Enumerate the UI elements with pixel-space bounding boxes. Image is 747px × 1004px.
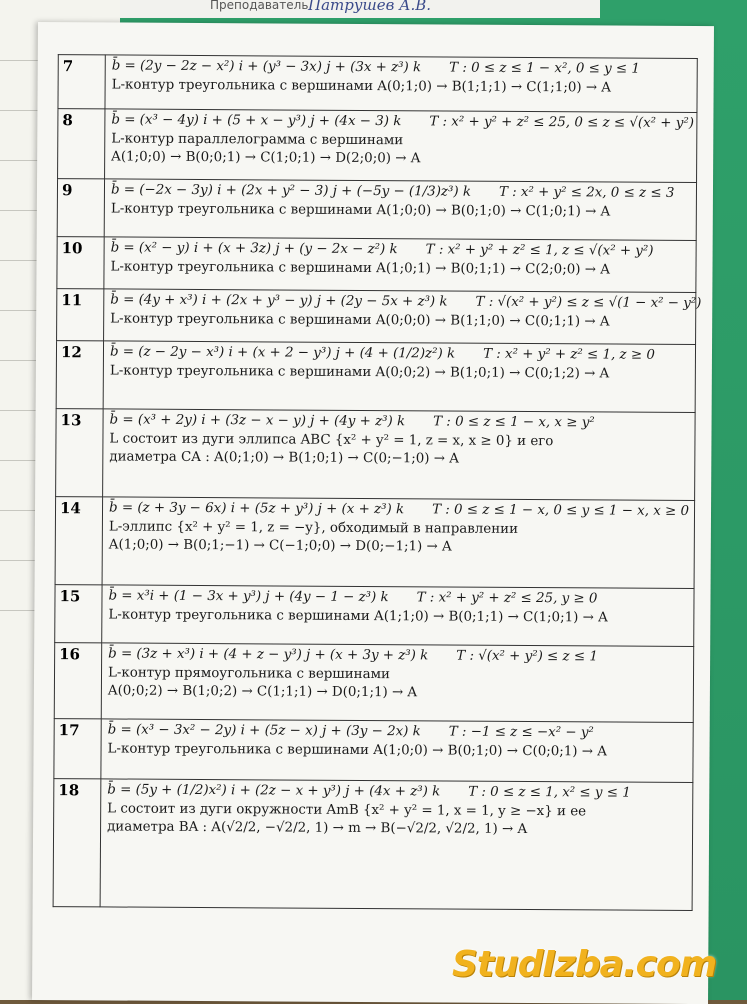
task-body — [104, 289, 696, 345]
task-row — [57, 289, 696, 345]
contour-description: L-контур треугольника с вершинами A(0;0;0) → B(1;1;0) → C(0;1;1) → A — [110, 310, 689, 332]
task-body — [105, 55, 697, 113]
teacher-signature: Патрушев А.В. — [308, 0, 431, 14]
task-row — [56, 341, 695, 413]
task-body — [104, 179, 696, 241]
task-number: 18 — [53, 779, 101, 907]
vector-field-formula: b̄ = (x³ + 2y) i + (3z − x − y) j + (4y + z³) k — [110, 412, 406, 429]
contour-description: L состоит из дуги окружности AmB {x² + y² = 1, x = 1, y ≥ −x} и ее — [107, 800, 686, 822]
task-body — [103, 341, 695, 413]
task-row — [58, 109, 697, 183]
contour-description: L-эллипс {x² + y² = 1, z = −y}, обходимый в направлении — [109, 518, 688, 540]
vector-field-formula: b̄ = x³i + (1 − 3x + y³) j + (4y − 1 − z³) k — [108, 588, 388, 605]
region-definition: T : √(x² + y²) ≤ z ≤ 1 — [456, 649, 598, 665]
region-definition: T : x² + y² + z² ≤ 1, z ≥ 0 — [483, 347, 655, 363]
task-row — [53, 779, 693, 911]
region-definition: T : x² + y² + z² ≤ 1, z ≤ √(x² + y²) — [426, 242, 654, 258]
region-definition: T : 0 ≤ z ≤ 1 − x, 0 ≤ y ≤ 1 − x, x ≥ 0 — [432, 502, 689, 519]
task-body — [104, 237, 696, 293]
task-number: 15 — [55, 585, 102, 643]
contour-description: L-контур треугольника с вершинами A(1;1;0) → B(0;1;1) → C(1;0;1) → A — [108, 606, 687, 628]
contour-description: диаметра BA : A(√2/2, −√2/2, 1) → m → B(−√2/2, √2/2, 1) → A — [107, 818, 686, 840]
contour-description: L-контур параллелограмма с вершинами — [111, 130, 690, 152]
task-number: 11 — [57, 289, 104, 341]
task-body — [102, 497, 695, 589]
task-number: 16 — [54, 643, 101, 719]
region-definition: T : √(x² + y²) ≤ z ≤ √(1 − x² − y²) — [476, 295, 702, 311]
region-definition: T : 0 ≤ z ≤ 1, x² ≤ y ≤ 1 — [468, 785, 631, 801]
task-number: 7 — [58, 55, 105, 109]
task-row — [55, 497, 695, 589]
task-body — [101, 719, 693, 783]
vector-field-formula: b̄ = (3z + x³) i + (4 + z − y³) j + (x + 3y + z³) k — [108, 646, 428, 663]
region-definition: T : x² + y² + z² ≤ 25, y ≥ 0 — [417, 590, 598, 606]
contour-description: L-контур треугольника с вершинами A(1;0;1) → B(0;1;1) → C(2;0;0) → A — [110, 258, 689, 280]
task-number: 13 — [56, 409, 104, 497]
task-body — [105, 109, 697, 183]
task-row — [57, 179, 696, 241]
contour-description: L-контур треугольника с вершинами A(0;0;2) → B(1;0;1) → C(0;1;2) → A — [110, 362, 689, 384]
vector-field-formula: b̄ = (z − 2y − x³) i + (x + 2 − y³) j + (4 + (1/2)z²) k — [110, 344, 455, 361]
task-row — [57, 237, 696, 293]
contour-description: L состоит из дуги эллипса ABC {x² + y² = 1, z = x, x ≥ 0} и его — [109, 430, 688, 452]
task-body — [103, 409, 696, 501]
region-definition: T : x² + y² + z² ≤ 25, 0 ≤ z ≤ √(x² + y²) — [429, 114, 694, 131]
vector-field-formula: b̄ = (x³ − 3x² − 2y) i + (5z − x) j + (3y − 2x) k — [108, 722, 421, 739]
task-number: 14 — [55, 497, 103, 585]
vector-field-formula: b̄ = (4y + x³) i + (2x + y³ − y) j + (2y − 5x + z³) k — [110, 292, 447, 309]
teacher-label: Преподаватель — [210, 0, 308, 12]
task-number: 8 — [58, 109, 105, 179]
contour-description: A(0;0;2) → B(1;0;2) → C(1;1;1) → D(0;1;1) → A — [108, 682, 687, 704]
contour-description: L-контур треугольника с вершинами A(1;0;0) → B(0;1;0) → C(0;0;1) → A — [108, 740, 687, 762]
task-row — [58, 55, 697, 113]
region-definition: T : x² + y² ≤ 2x, 0 ≤ z ≤ 3 — [499, 185, 675, 201]
vector-field-formula: b̄ = (x³ − 4y) i + (5 + x − y³) j + (4x − 3) k — [111, 112, 401, 129]
contour-description: A(1;0;0) → B(0;1;−1) → C(−1;0;0) → D(0;−1;1) → A — [109, 536, 688, 558]
vector-field-formula: b̄ = (x² − y) i + (x + 3z) j + (y − 2x − z²) k — [111, 240, 398, 257]
contour-description: L-контур прямоугольника с вершинами — [108, 664, 687, 686]
vector-field-formula: b̄ = (z + 3y − 6x) i + (5z + y³) j + (x + z³) k — [109, 500, 404, 517]
task-row — [55, 585, 694, 647]
task-body — [100, 779, 693, 911]
task-sheet — [32, 22, 714, 1004]
vector-field-formula: b̄ = (2y − 2z − x²) i + (y³ − 3x) j + (3x + z³) k — [112, 58, 422, 75]
contour-description: L-контур треугольника с вершинами A(1;0;0) → B(0;1;0) → C(1;0;1) → A — [111, 200, 690, 222]
task-number: 9 — [57, 179, 104, 237]
region-definition: T : 0 ≤ z ≤ 1 − x², 0 ≤ y ≤ 1 — [449, 61, 640, 77]
contour-description: L-контур треугольника с вершинами A(0;1;0) → B(1;1;1) → C(1;1;0) → A — [112, 76, 691, 98]
task-body — [102, 585, 694, 647]
vector-field-formula: b̄ = (−2x − 3y) i + (2x + y² − 3) j + (−5y − (1/3)z³) k — [111, 182, 471, 199]
region-definition: T : −1 ≤ z ≤ −x² − y² — [449, 725, 594, 741]
watermark: StudIzba.com — [452, 944, 716, 985]
task-body — [101, 643, 693, 723]
task-number: 10 — [57, 237, 104, 289]
vector-field-formula: b̄ = (5y + (1/2)x²) i + (2z − x + y³) j + (4x + z³) k — [107, 782, 440, 799]
top-strip — [120, 0, 600, 18]
task-row — [56, 409, 696, 501]
contour-description: диаметра CA : A(0;1;0) → B(1;0;1) → C(0;−1;0) → A — [109, 448, 688, 470]
task-number: 17 — [54, 719, 101, 779]
region-definition: T : 0 ≤ z ≤ 1 − x, x ≥ y² — [433, 414, 595, 430]
contour-description: A(1;0;0) → B(0;0;1) → C(1;0;1) → D(2;0;0) → A — [111, 148, 690, 170]
task-row — [54, 719, 693, 783]
task-number: 12 — [56, 341, 103, 409]
task-row — [54, 643, 693, 723]
tasks-table — [53, 54, 698, 911]
